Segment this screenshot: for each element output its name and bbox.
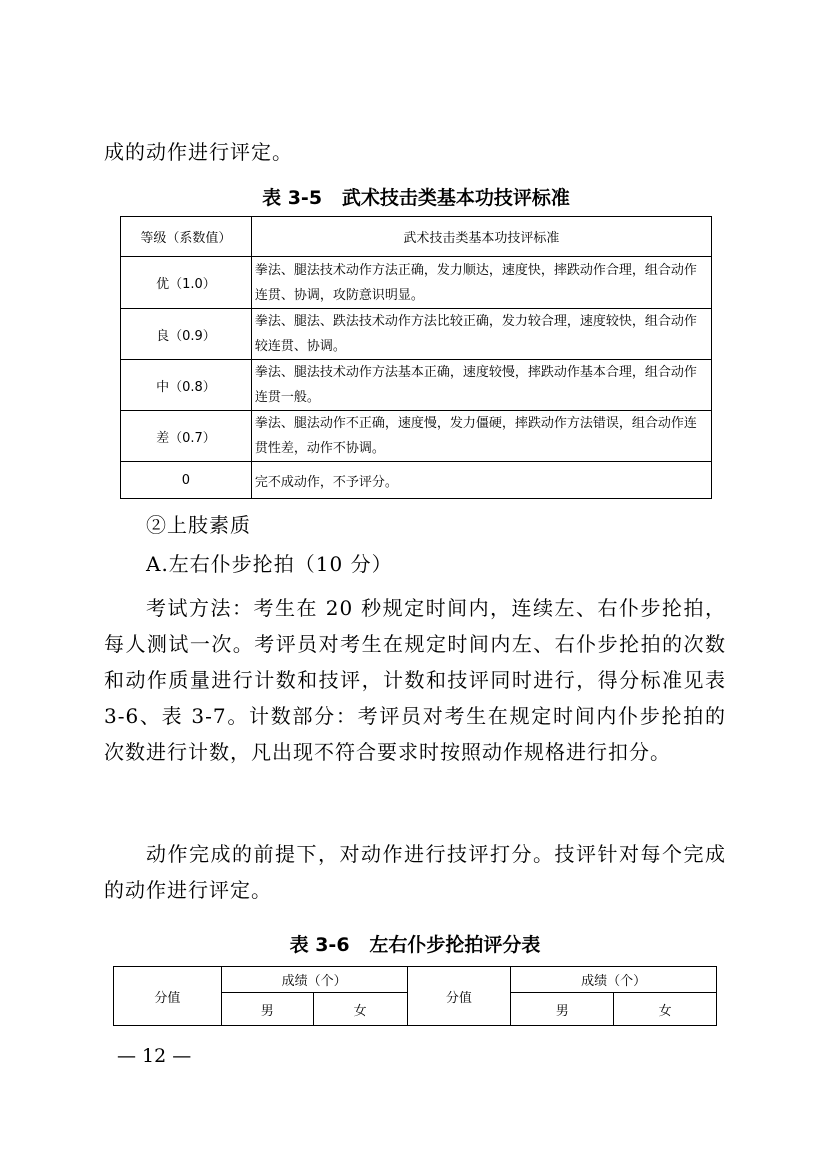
table-3-5-header-criteria: 武术技击类基本功技评标准 [251,217,711,257]
table-3-5-title: 表 3-5 武术技击类基本功技评标准 [262,187,570,209]
table-3-6-header-male: 男 [511,993,614,1026]
table-3-5 [120,216,712,499]
table-3-5-grade: 差（0.7） [121,411,252,462]
paragraph-technical-evaluation: 动作完成的前提下，对动作进行技评打分。技评针对每个完成的动作进行评定。 [104,842,726,902]
table-3-6-header-result: 成绩（个） [511,967,717,993]
intro-line: 成的动作进行评定。 [104,140,293,164]
table-3-5-criteria: 拳法、腿法技术动作方法正确，发力顺达，速度快，摔跌动作合理，组合动作连贯、协调，攻防意识明显。 [251,257,711,309]
table-3-5-grade: 中（0.8） [121,360,252,411]
paragraph-exam-method: 考试方法：考生在 20 秒规定时间内，连续左、右仆步抡拍，每人测试一次。考评员对考生在规定时间内左、右仆步抡拍的次数和动作质量进行计数和技评，计数和技评同时进行，得分标准见表 3-6、表 3-7。计数部分：考评员对考生在规定时间内仆步抡拍的次数进行计数，凡出现不符合要求时按照动作规格进行扣分。 [104,596,734,764]
table-3-5-criteria: 拳法、腿法动作不正确，速度慢，发力僵硬，摔跌动作方法错误，组合动作连贯性差，动作不协调。 [251,411,711,462]
table-3-5-header-grade: 等级（系数值） [121,217,252,257]
table-3-6-header-result: 成绩（个） [221,967,407,993]
table-3-5-grade: 0 [121,462,252,499]
table-3-6-header-male: 男 [221,993,313,1026]
table-3-6-title: 表 3-6 左右仆步抡拍评分表 [289,934,541,956]
table-3-6 [113,966,717,1026]
table-3-5-criteria: 拳法、腿法、跌法技术动作方法比较正确，发力较合理，速度较快，组合动作较连贯、协调。 [251,309,711,360]
table-3-6-header-score: 分值 [114,967,222,1026]
table-3-5-grade: 优（1.0） [121,257,252,309]
table-3-6-header-female: 女 [313,993,407,1026]
table-3-5-criteria: 完不成动作，不予评分。 [251,462,711,499]
section-heading: ②上肢素质 [146,513,251,537]
table-3-5-criteria: 拳法、腿法技术动作方法基本正确，速度较慢，摔跌动作基本合理，组合动作连贯一般。 [251,360,711,411]
subsection-heading: A.左右仆步抡拍（10 分） [146,552,393,576]
page-number: — 12 — [117,1045,192,1067]
table-3-5-grade: 良（0.9） [121,309,252,360]
table-3-6-header-score: 分值 [407,967,511,1026]
table-3-6-header-female: 女 [614,993,717,1026]
